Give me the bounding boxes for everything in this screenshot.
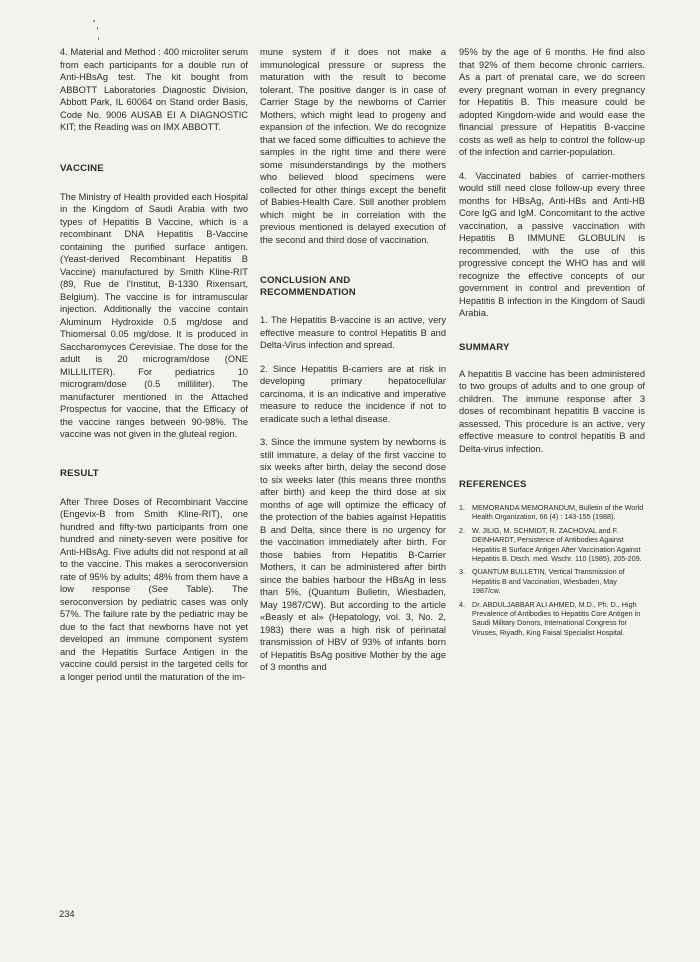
scan-speck <box>98 37 99 40</box>
vaccine-paragraph: The Ministry of Health provided each Hospital in the Kingdom of Saudi Arabia with two types of Hepatitis B Vaccine, which is a recombinant DNA Hepatitis B-Vaccine containing the purified surface antigen. (Yeast-derived Recombinant Hepatitis B Vaccine) manufactured by Smith Kline-RIT (89, Rue de l'Institut, B-1330 Rixensart, Belgium). The vaccine is for intramuscular injection. Additionally the vaccine contain Aluminum Hydroxide 0.5 mg/dose and Thiomersal 0.05 mg/dose. It is produced in Saccharomyces Cerevisiae. The dose for the adult is 20 microgram/dose (ONE MILLILITER). For pediatrics 10 microgram/dose (0.5 milliliter). The manufacturer mentioned in the Attached Prospectus for vaccine, that the Efficacy of the vaccine ranges between 90-98%. The vaccine was not given in the gluteal region. <box>60 191 248 439</box>
column-left <box>60 46 248 683</box>
summary-heading: SUMMARY <box>459 341 510 353</box>
vaccine-heading: VACCINE <box>60 162 104 174</box>
conclusion-heading-line1: CONCLUSION AND <box>260 275 351 286</box>
summary-paragraph: A hepatitis B vaccine has been administered to two groups of adults and to one group of children. The immune response after 3 doses of recombinant hepatitis B vaccine is assessed. This procedure is an active, very effective measure to control hepatitis B and Delta-virus infection. <box>459 368 645 454</box>
references-heading: REFERENCES <box>459 479 527 490</box>
result-paragraph: After Three Doses of Recombinant Vaccine (Engevix-B from Smith Kline-RIT), one hundred and fifty-two participants from one hundred and ninety-seven were positive for Anti-HBsAg. Five adults did not respond at all to the vaccine. This makes a seroconversion rate of 95% by adults; 48% from them have a low response (See Table). The seroconversion by pediatric cases was only 57%. The failure rate by the pediatric may be due to the fact that newborns have not yet developed an immune component system and the Hepatitis Surface Antigen in the vaccine could persist in the targeted cells for a longer period until the maturation of the im- <box>60 496 248 682</box>
conclusion-heading <box>260 275 446 299</box>
page-number: 234 <box>59 908 75 919</box>
reference-item: 2. W. JILIG, M. SCHMIDT, R. ZACHOVAL and F. DEINHARDT, Persistence of Antibodies Against Hepatitis B Surface Antigen After Vaccination Against Hepatitis B. Dtsch. med. Wschr. 110 (1985), 205-209. <box>459 525 642 564</box>
reference-item: 1. MEMORANDA MEMORANDUM, Bulletin of the World Health Organization, 66 (4) : 143-155 (1988). <box>459 503 644 522</box>
discussion-continued-paragraph: mune system if it does not make a immunological pressure or supress the maturation with the result to become tolerant. The positive danger is in case of Carrier Stage by the newborns of Carrier Mothers, which might lead to progeny and expansion of the infection. We do recognize that we faced some difficulties to achieve the samples in the right time and there were some misunderstandings by the mothers who believed blood specimens were collected for other things except the benefit of Babies-Health Care. Still another problem which might be in correlation with the previous mentioned is delayed execution of the second and third dose of vaccination. <box>260 47 446 245</box>
material-method-paragraph: 4. Material and Method : 400 microliter serum from each participants for a double run of Anti-HBsAg test. The kit bought from ABBOTT Laboratories Diagnostic Division, Abbott Park, IL 60064 on Stand order Basis, Code No. 9006 AUSAB EI A DIAGNOSTIC KIT; the Reading was on IMX ABBOTT. <box>60 47 248 132</box>
references-list <box>459 503 645 637</box>
scan-speck <box>93 20 95 22</box>
result-heading: RESULT <box>60 467 99 479</box>
column-right <box>459 46 645 641</box>
conclusion-point-2: 2. Since Hepatitis B-carriers are at risk in developing primary hepatocellular carcinoma, it is an indicative and imperative measure to reduce the incidence if not to eradicate such a lethal disease. <box>260 363 446 424</box>
reference-item: 3. QUANTUM BULLETIN, Vertical Transmission of Hepatitis B and Vaccination, Wiesbaden, May 1987/cw. <box>459 567 625 596</box>
conclusion-continued-paragraph: 95% by the age of 6 months. He find also that 92% of them become chronic carriers. As a part of prenatal care, we do screen every pregnant woman in every pregnancy for Hepatitis B. This measure could be adopted Kingdom-wide and would ease the financial pressure of Hepatitis B-vaccine costs as well as help to control the follow-up of the infection and carrier-population. <box>459 47 645 157</box>
scan-speck <box>97 27 98 30</box>
conclusion-heading-line2: RECOMMENDATION <box>260 287 356 298</box>
reference-item: 4. Dr. ABDULJABBAR ALI AHMED, M.D., Ph. D., High Prevalence of Antibodies to Hepatitis Core Antigen in Saudi Military Donors, International Congress for Viruses, Riyadh, King Faisal Specialist Hospital. <box>459 599 641 637</box>
conclusion-point-3: 3. Since the immune system by newborns is still immature, a delay of the first vaccine to six weeks after birth, delay the second dose to six weeks later (this means three months after birth) and keep the third dose at six months of age will optimize the efficacy of the protection of the babies against Hepatitis B and Delta, since there is no urgency for the vaccination immediately after birth. For those babies from Hepatitis B-Carrier Mothers, it can be administered after birth since the babies harbour the HBsAg in less than 5%, (Quantum Bulletin, Wiesbaden, May 1987/CW). But according to the article «Beasly et al» (Hepatology, vol. 3, No. 2, 1983) there was a high risk of perinatal transmission of HBV of 93% of infants born of Hepatitis BsAg positive Mother by the age of 3 months and <box>260 437 446 672</box>
conclusion-point-4: 4. Vaccinated babies of carrier-mothers would still need close follow-up every three months for HBsAg, Anti-HBs and Anti-HB Core IgG and IgM. Concomitant to the active vaccination, a passive vaccination with Hepatitis B IMMUNE GLOBULIN is recommended, with the use of this progressive concept the WHO has and will recognize the effective concepts of our government in control and prevention of Hepatitis B infection in the Kingdom of Saudi Arabia. <box>459 170 645 318</box>
column-middle <box>260 46 446 674</box>
conclusion-point-1: 1. The Hepatitis B-vaccine is an active, very effective measure to control Hepatitis B and Delta-Virus infection and spread. <box>260 315 446 350</box>
